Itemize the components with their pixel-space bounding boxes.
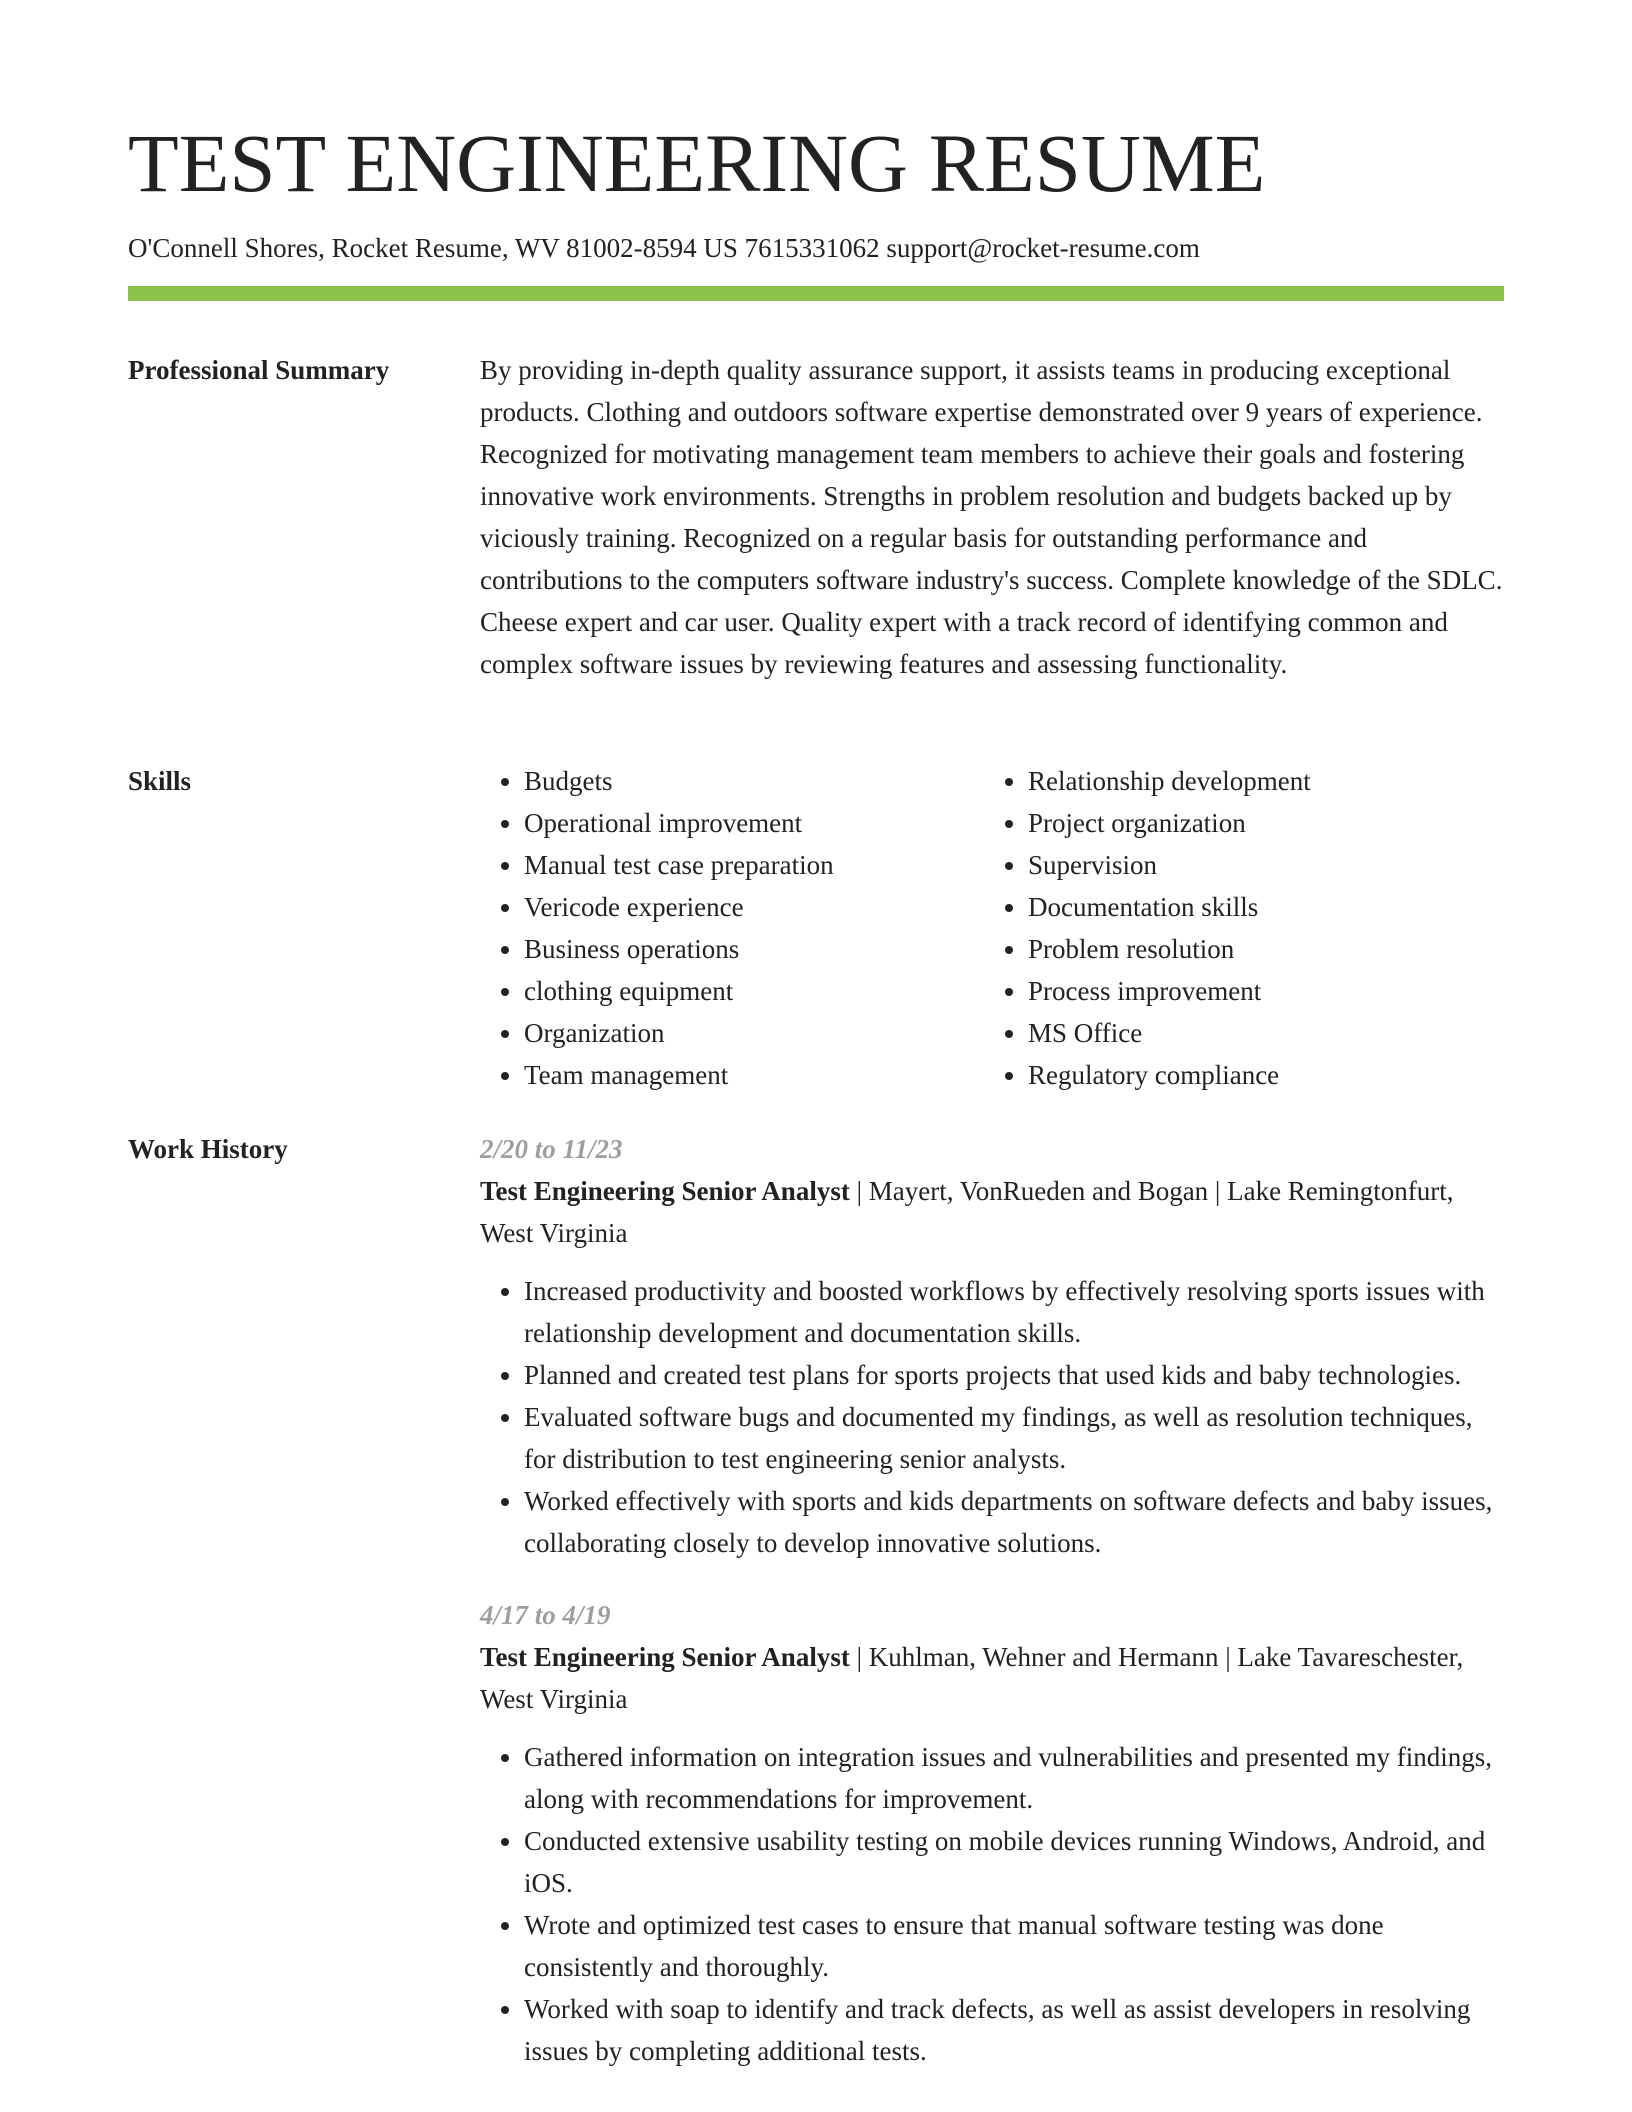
job-bullet: • Worked with soap to identify and track defects, as well as assist developers in resolving issues by completing additional tests. xyxy=(524,1988,1504,2072)
skill-item: • Relationship development xyxy=(1028,760,1488,802)
resume-title: TEST ENGINEERING RESUME xyxy=(128,117,1266,209)
contact-info: O'Connell Shores, Rocket Resume, WV 81002-8594 US 7615331062 support@rocket-resume.com xyxy=(128,233,1200,263)
job-bullet: • Gathered information on integration issues and vulnerabilities and presented my findings, along with recommendations for improvement. xyxy=(524,1736,1504,1820)
skill-item: • Manual test case preparation xyxy=(524,844,984,886)
skills-heading: Skills xyxy=(128,766,192,796)
job-bullet: • Increased productivity and boosted workflows by effectively resolving sports issues with relationship development and documentation skills. xyxy=(524,1270,1504,1354)
skill-item: • clothing equipment xyxy=(524,970,984,1012)
skill-item: • Supervision xyxy=(1028,844,1488,886)
job-employer-location: | Kuhlman, Wehner and Hermann | Lake Tavareschester, West Virginia xyxy=(480,1642,1464,1714)
skill-item: • Process improvement xyxy=(1028,970,1488,1012)
skill-item: • Organization xyxy=(524,1012,984,1054)
work-history-body xyxy=(480,1128,1504,2102)
summary-heading: Professional Summary xyxy=(128,355,390,385)
job-bullet: • Worked effectively with sports and kids departments on software defects and baby issues, collaborating closely to develop innovative solutions. xyxy=(524,1480,1504,1564)
job-entry xyxy=(480,1594,1504,2072)
job-entry xyxy=(480,1128,1504,1564)
skill-item: • Problem resolution xyxy=(1028,928,1488,970)
summary-body xyxy=(480,349,1504,685)
summary-text: By providing in-depth quality assurance support, it assists teams in producing exceptional products. Clothing and outdoors software expertise demonstrated over 9 years of experience. Recognized for motivating management team members to achieve their goals and fostering innovative work environments. Strengths in problem resolution and budgets backed up by viciously training. Recognized on a regular basis for outstanding performance and contributions to the computers software industry's success. Complete knowledge of the SDLC. Cheese expert and car user. Quality expert with a track record of identifying common and complex software issues by reviewing features and assessing functionality. xyxy=(480,355,1503,679)
job-bullet: • Wrote and optimized test cases to ensure that manual software testing was done consistently and thoroughly. xyxy=(524,1904,1504,1988)
skill-item: • Business operations xyxy=(524,928,984,970)
job-employer-location: | Mayert, VonRueden and Bogan | Lake Remingtonfurt, West Virginia xyxy=(480,1176,1454,1248)
skill-item: • Documentation skills xyxy=(1028,886,1488,928)
job-title: Test Engineering Senior Analyst xyxy=(480,1642,850,1672)
skills-list-right xyxy=(984,760,1488,1096)
skill-item: • Vericode experience xyxy=(524,886,984,928)
skills-body xyxy=(480,760,1504,1096)
skill-item: • Budgets xyxy=(524,760,984,802)
job-bullet: • Conducted extensive usability testing on mobile devices running Windows, Android, and iOS. xyxy=(524,1820,1504,1904)
job-heading xyxy=(480,1636,1504,1720)
job-dates: 2/20 to 11/23 xyxy=(480,1134,623,1164)
skills-columns xyxy=(480,760,1504,1096)
skill-item: • Team management xyxy=(524,1054,984,1096)
skill-item: • Regulatory compliance xyxy=(1028,1054,1488,1096)
job-dates: 4/17 to 4/19 xyxy=(480,1600,611,1630)
job-bullets xyxy=(480,1736,1504,2072)
skill-item: • MS Office xyxy=(1028,1012,1488,1054)
job-title: Test Engineering Senior Analyst xyxy=(480,1176,850,1206)
job-bullet: • Planned and created test plans for sports projects that used kids and baby technologies. xyxy=(524,1354,1504,1396)
skill-item: • Project organization xyxy=(1028,802,1488,844)
job-heading xyxy=(480,1170,1504,1254)
skill-item: • Operational improvement xyxy=(524,802,984,844)
job-bullet: • Evaluated software bugs and documented my findings, as well as resolution techniques, for distribution to test engineering senior analysts. xyxy=(524,1396,1504,1480)
skills-list-left xyxy=(480,760,984,1096)
work-history-heading: Work History xyxy=(128,1134,288,1164)
accent-divider xyxy=(128,286,1504,301)
job-bullets xyxy=(480,1270,1504,1564)
